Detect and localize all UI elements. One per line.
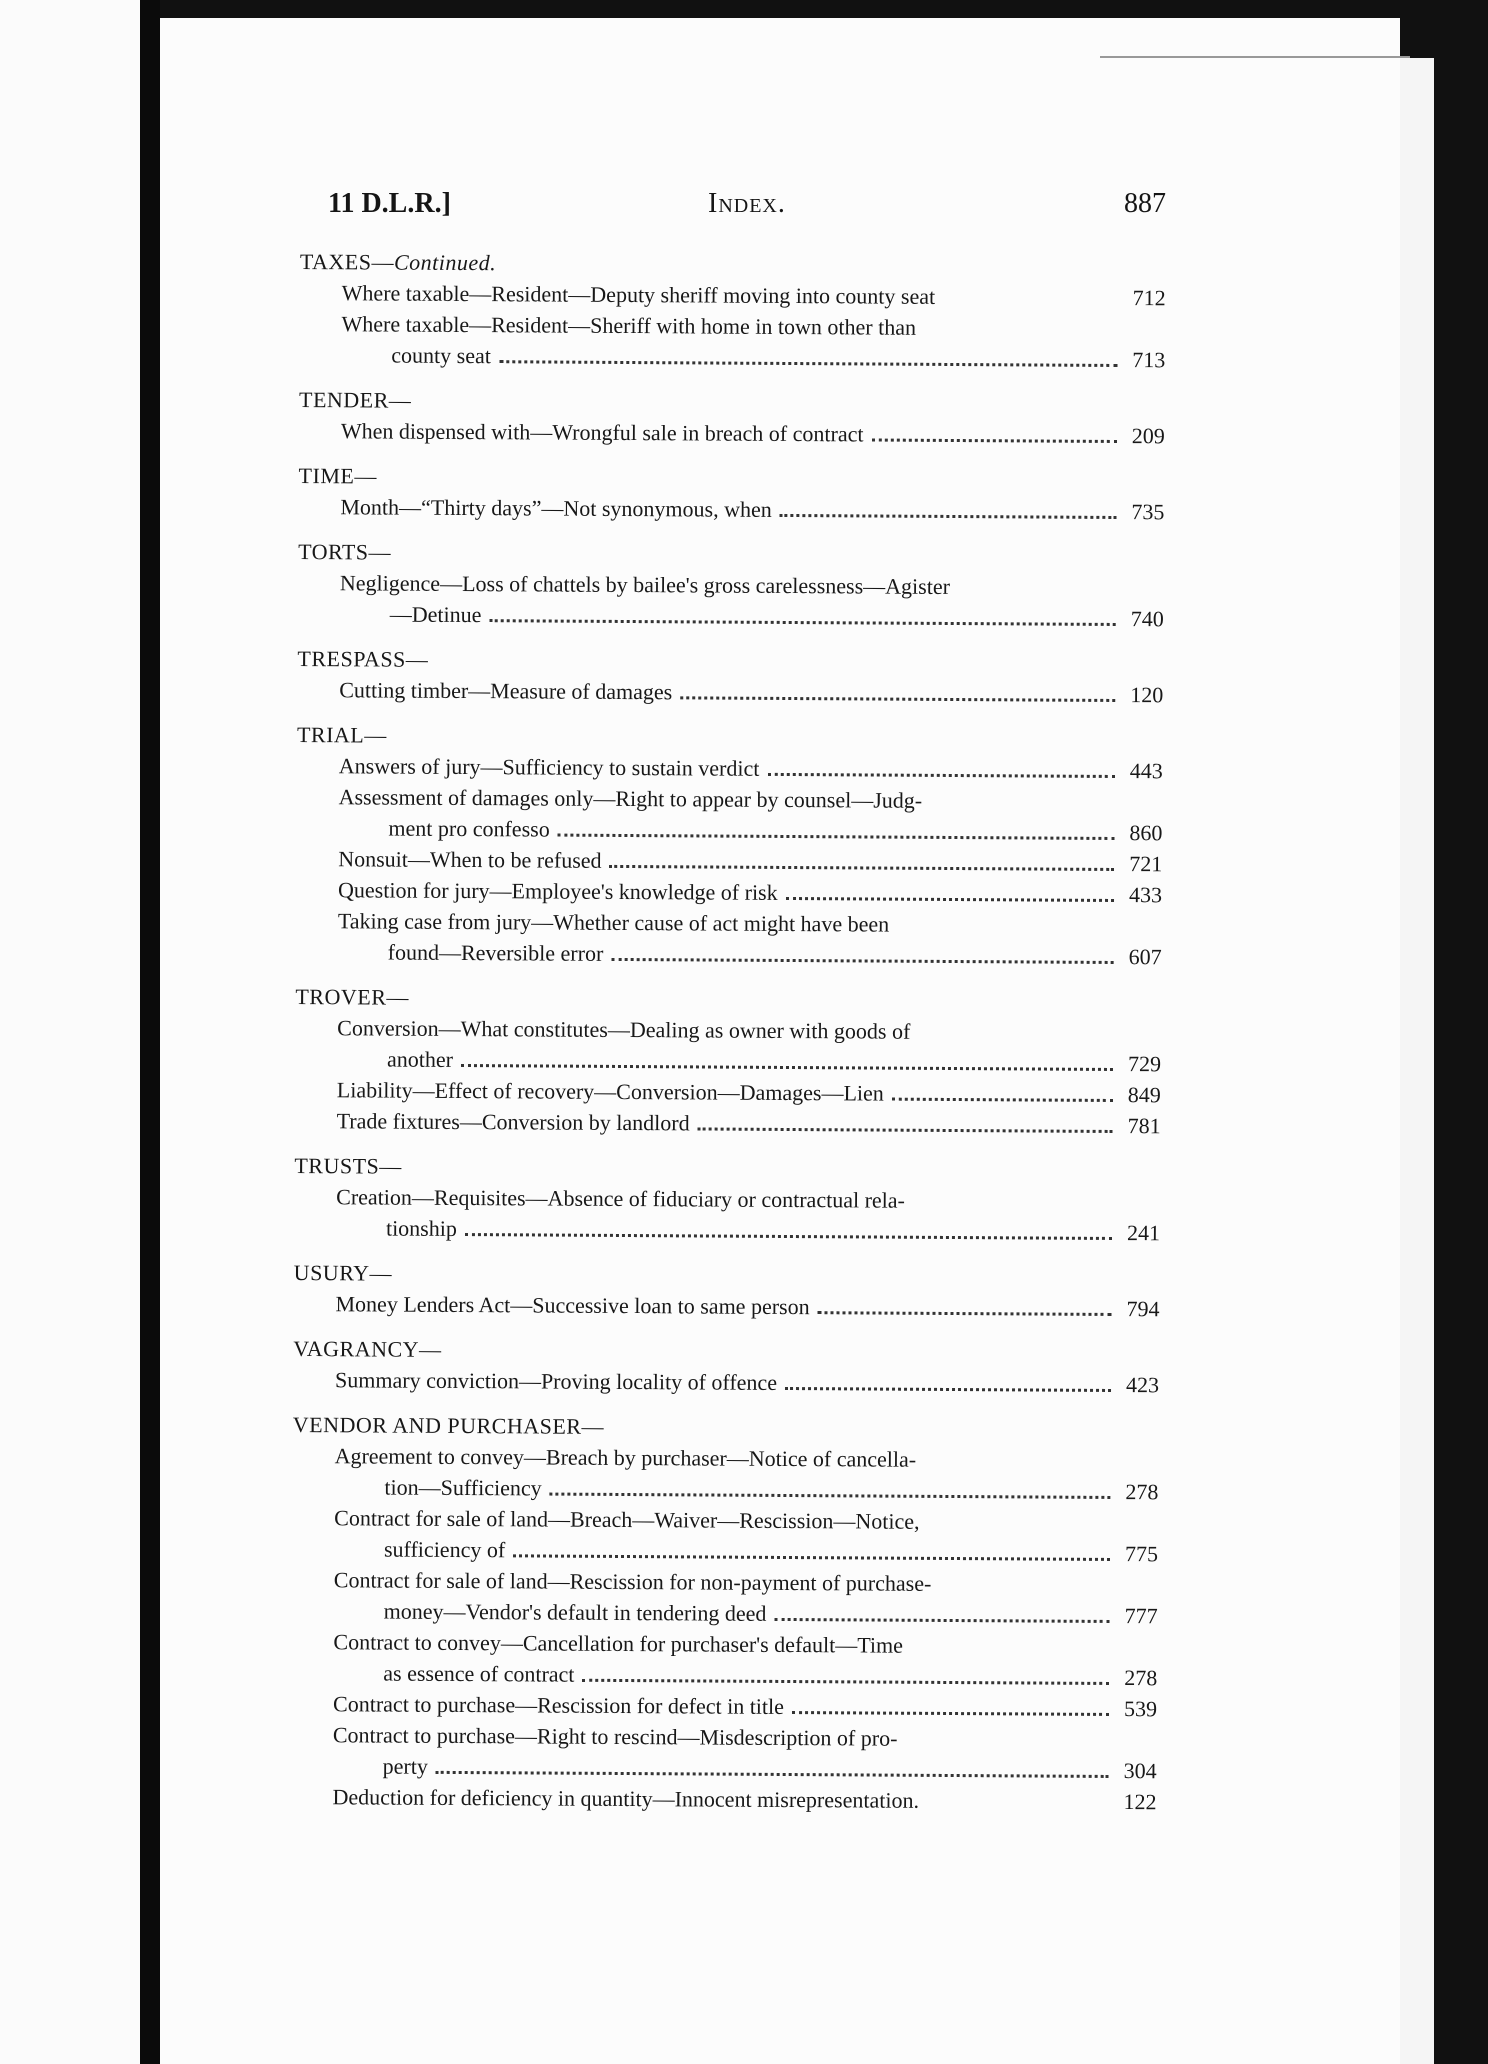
- index-entry: [334, 1502, 1158, 1569]
- section-heading-text: TRESPASS—: [297, 645, 429, 672]
- section-heading-text: TORTS—: [298, 538, 392, 565]
- entry-continuation: [340, 598, 1164, 634]
- dot-leader: [780, 514, 1117, 519]
- section-heading-text: TAXES—: [299, 248, 395, 275]
- index-section: [293, 1257, 1159, 1324]
- index-section: [294, 1150, 1161, 1248]
- index-entry: [338, 843, 1162, 879]
- section-heading-text: USURY—: [293, 1259, 393, 1286]
- page-title: Index.: [708, 188, 786, 219]
- dot-leader: [550, 1493, 1111, 1499]
- entry-page-number: 241: [1126, 1220, 1161, 1246]
- entry-text-continued: money—Vendor's default in tendering deed: [383, 1598, 767, 1626]
- entry-text: Summary conviction—Proving locality of offence: [334, 1367, 778, 1395]
- entry-text: Liability—Effect of recovery—Conversion—Damages—Lien: [336, 1077, 884, 1106]
- entry-continuation: [341, 339, 1165, 375]
- entry-text: Question for jury—Employee's knowledge of risk: [337, 877, 778, 905]
- entry-text: Assessment of damages only—Right to appear by counsel—Judg-: [338, 784, 923, 813]
- entry-text-continued: county seat: [391, 342, 492, 369]
- index-section: [297, 643, 1163, 710]
- continued-label: Continued.: [393, 249, 497, 276]
- section-heading-text: TIME—: [298, 462, 377, 489]
- index-entry: [336, 1181, 1160, 1248]
- dot-leader: [892, 1098, 1113, 1102]
- entry-text: When dispensed with—Wrongful sale in breach of contract: [340, 418, 864, 447]
- index-entry: [333, 1719, 1157, 1786]
- page-right-margin: [1400, 58, 1434, 2064]
- entry-continuation: [334, 1533, 1158, 1569]
- section-heading-text: TROVER—: [295, 983, 409, 1010]
- index-entry: [341, 415, 1165, 451]
- index-entry: [335, 1288, 1159, 1324]
- entry-text: Month—“Thirty days”—Not synonymous, when: [340, 494, 772, 522]
- entry-text-continued: as essence of contract: [383, 1660, 575, 1687]
- entry-page-number: 607: [1128, 944, 1162, 970]
- index-entry: [339, 674, 1163, 710]
- section-heading-text: TRUSTS—: [294, 1152, 402, 1179]
- entry-text-continued: another: [386, 1046, 454, 1072]
- dot-leader: [610, 865, 1115, 871]
- entry-text: Deduction for deficiency in quantity—Innocent misrepresentation.: [332, 1784, 920, 1813]
- dot-leader: [943, 304, 1118, 305]
- dot-leader: [786, 897, 1114, 902]
- dot-leader: [871, 438, 1116, 442]
- volume-reference: 11 D.L.R.]: [328, 188, 451, 219]
- gutter-shadow: [140, 0, 160, 2064]
- index-entry: [337, 1105, 1161, 1141]
- entry-text: Contract for sale of land—Breach—Waiver—Rescission—Notice,: [334, 1505, 920, 1534]
- entry-page-number: 713: [1132, 347, 1166, 373]
- entry-text-continued: found—Reversible error: [387, 939, 604, 966]
- entry-page-number: 775: [1124, 1541, 1159, 1567]
- entry-continuation: [337, 1043, 1161, 1079]
- index-entry: [338, 905, 1162, 972]
- entry-page-number: 712: [1132, 285, 1166, 311]
- entry-page-number: 740: [1130, 606, 1164, 632]
- entry-text: Contract to purchase—Rescission for defect in title: [333, 1691, 785, 1719]
- entry-page-number: 443: [1129, 758, 1163, 784]
- index-entry: [334, 1564, 1158, 1631]
- dot-leader: [436, 1771, 1109, 1778]
- dot-leader: [611, 958, 1113, 964]
- entry-text: Agreement to convey—Breach by purchaser—Notice of cancella-: [334, 1443, 917, 1472]
- entry-text: Negligence—Loss of chattels by bailee's gross carelessness—Agister: [339, 570, 951, 599]
- index-entry: [334, 1440, 1158, 1507]
- index-section: [299, 246, 1166, 375]
- index-entry: [333, 1688, 1157, 1724]
- dot-leader: [489, 619, 1115, 626]
- dot-leader: [680, 696, 1115, 702]
- section-heading-text: VAGRANCY—: [293, 1335, 442, 1362]
- section-heading-text: VENDOR AND PURCHASER—: [292, 1411, 605, 1439]
- dot-leader: [465, 1233, 1112, 1240]
- index-section: [298, 536, 1165, 634]
- index-section: [290, 1409, 1158, 1817]
- dot-leader: [774, 1618, 1109, 1623]
- entry-page-number: 794: [1126, 1296, 1160, 1322]
- entry-page-number: 433: [1128, 882, 1163, 908]
- entry-page-number: 539: [1124, 1696, 1158, 1722]
- entry-continuation: [338, 936, 1162, 972]
- index-entry: [340, 567, 1164, 634]
- dot-leader: [513, 1554, 1110, 1561]
- entry-page-number: 278: [1124, 1665, 1158, 1691]
- section-heading-text: TRIAL—: [296, 721, 387, 748]
- index-entry: [332, 1781, 1156, 1817]
- entry-page-number: 304: [1123, 1758, 1157, 1784]
- entry-text: Conversion—What constitutes—Dealing as owner with goods of: [337, 1015, 911, 1044]
- index-section: [293, 1333, 1159, 1400]
- entry-continuation: [336, 1212, 1160, 1248]
- index-entry: [335, 1364, 1159, 1400]
- running-head: [328, 188, 1166, 238]
- index-section: [299, 384, 1165, 451]
- entry-text: Taking case from jury—Whether cause of act might have been: [337, 908, 890, 937]
- entry-page-number: 423: [1125, 1372, 1160, 1398]
- entry-page-number: 849: [1127, 1082, 1161, 1108]
- dot-leader: [558, 834, 1115, 840]
- dot-leader: [582, 1679, 1109, 1685]
- dot-leader: [792, 1711, 1109, 1716]
- entry-text: Trade fixtures—Conversion by landlord: [336, 1108, 690, 1136]
- facing-page-edge: [0, 0, 140, 2064]
- page-number: 887: [1124, 188, 1166, 219]
- entry-continuation: [334, 1595, 1158, 1631]
- index-section: [298, 460, 1164, 527]
- index-entry: [341, 308, 1165, 375]
- entry-page-number: 781: [1127, 1113, 1161, 1139]
- page-top-edge-line: [1100, 56, 1410, 58]
- dot-leader: [499, 360, 1117, 367]
- entry-text: Where taxable—Resident—Sheriff with home in town other than: [341, 311, 917, 340]
- entry-text: Money Lenders Act—Successive loan to same person: [335, 1291, 810, 1320]
- dot-leader: [461, 1064, 1113, 1071]
- index-entry: [339, 750, 1163, 786]
- entry-continuation: [333, 1750, 1157, 1786]
- entry-text-continued: perty: [382, 1753, 428, 1779]
- index-entry: [338, 874, 1162, 910]
- entry-text: Answers of jury—Sufficiency to sustain verdict: [338, 753, 760, 781]
- section-heading-text: TENDER—: [298, 386, 412, 413]
- entry-page-number: 860: [1129, 820, 1163, 846]
- entry-page-number: 278: [1125, 1479, 1159, 1505]
- entry-text: Nonsuit—When to be refused: [338, 846, 602, 873]
- entry-page-number: 122: [1123, 1789, 1157, 1815]
- entry-text: Creation—Requisites—Absence of fiduciary or contractual rela-: [336, 1184, 905, 1213]
- index-entry: [337, 1012, 1161, 1079]
- index-entry: [338, 781, 1162, 848]
- index-body: [290, 246, 1166, 1831]
- entry-text-continued: tionship: [385, 1215, 457, 1241]
- dot-leader: [767, 773, 1114, 778]
- entry-page-number: 777: [1124, 1603, 1158, 1629]
- entry-text: Contract for sale of land—Rescission for non-payment of purchase-: [333, 1567, 932, 1596]
- entry-continuation: [333, 1657, 1157, 1693]
- dot-leader: [818, 1311, 1112, 1316]
- entry-page-number: 729: [1127, 1051, 1162, 1077]
- entry-text-continued: tion—Sufficiency: [384, 1474, 542, 1501]
- entry-text-continued: ment pro confesso: [388, 815, 550, 842]
- entry-text: Contract to purchase—Right to rescind—Misdescription of pro-: [332, 1722, 898, 1751]
- entry-continuation: [334, 1471, 1158, 1507]
- index-entry: [342, 277, 1166, 313]
- dot-leader: [927, 1808, 1109, 1809]
- entry-page-number: 120: [1130, 682, 1164, 708]
- entry-text-continued: —Detinue: [389, 601, 482, 628]
- index-section: [296, 719, 1163, 972]
- index-entry: [337, 1074, 1161, 1110]
- dot-leader: [785, 1387, 1111, 1392]
- entry-text: Cutting timber—Measure of damages: [339, 677, 673, 705]
- entry-text-continued: sufficiency of: [383, 1536, 506, 1563]
- entry-text: Where taxable—Resident—Deputy sheriff moving into county seat: [341, 280, 936, 309]
- entry-continuation: [338, 812, 1162, 848]
- entry-page-number: 209: [1131, 423, 1165, 449]
- index-section: [295, 981, 1162, 1141]
- index-entry: [333, 1626, 1157, 1693]
- dot-leader: [698, 1127, 1113, 1133]
- entry-text: Contract to convey—Cancellation for purchaser's default—Time: [333, 1629, 904, 1658]
- entry-page-number: 735: [1131, 499, 1165, 525]
- index-entry: [340, 491, 1164, 527]
- entry-page-number: 721: [1129, 851, 1163, 877]
